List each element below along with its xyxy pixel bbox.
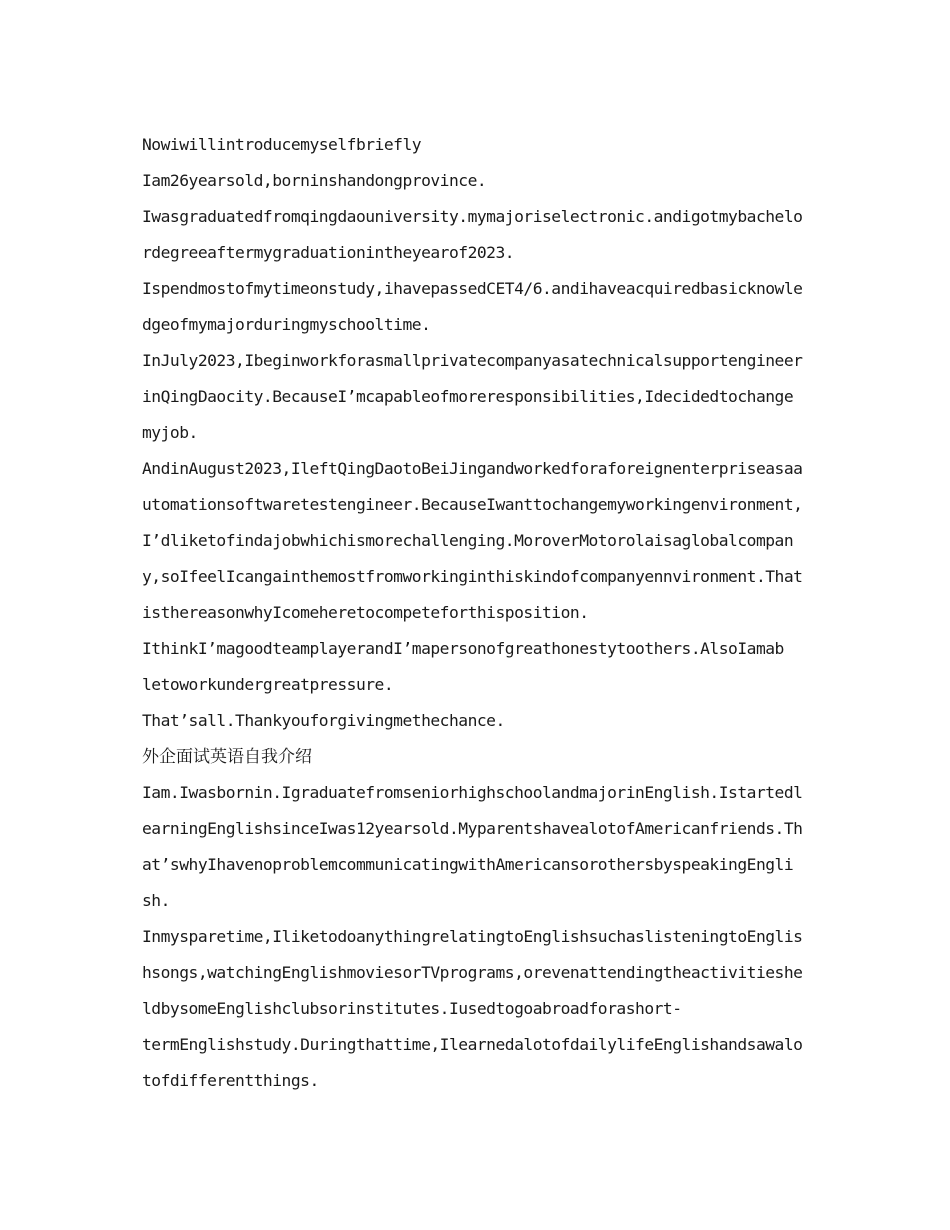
document-body bbox=[142, 127, 808, 1099]
text-line: AndinAugust2023,IleftQingDaotoBeiJingandworkedforaforeignenterpriseasaa bbox=[142, 459, 803, 478]
text-line: IthinkI’magoodteamplayerandI’mapersonofgreathonestytoothers.AlsoIamab bbox=[142, 639, 784, 658]
text-line: dgeofmymajorduringmyschooltime. bbox=[142, 315, 431, 334]
text-line: sh. bbox=[142, 891, 170, 910]
text-line: utomationsoftwaretestengineer.BecauseIwanttochangemyworkingenvironment, bbox=[142, 495, 803, 514]
text-line: hsongs,watchingEnglishmoviesorTVprograms,orevenattendingtheactivitieshe bbox=[142, 963, 803, 982]
text-line: ldbysomeEnglishclubsorinstitutes.Iusedtogoabroadforashort- bbox=[142, 999, 682, 1018]
text-line: termEnglishstudy.Duringthattime,IlearnedalotofdailylifeEnglishandsawalo bbox=[142, 1035, 803, 1054]
text-line: Nowiwillintroducemyselfbriefly bbox=[142, 135, 422, 154]
text-line: tofdifferentthings. bbox=[142, 1071, 319, 1090]
text-line: myjob. bbox=[142, 423, 198, 442]
text-line: Ispendmostofmytimeonstudy,ihavepassedCET4/6.andihaveacquiredbasicknowle bbox=[142, 279, 803, 298]
text-line: That’sall.Thankyouforgivingmethechance. bbox=[142, 711, 505, 730]
text-line: Iam.Iwasbornin.IgraduatefromseniorhighschoolandmajorinEnglish.Istartedl bbox=[142, 783, 803, 802]
section-heading: 外企面试英语自我介绍 bbox=[142, 747, 312, 767]
text-line: InJuly2023,Ibeginworkforasmallprivatecompanyasatechnicalsupportengineer bbox=[142, 351, 803, 370]
text-line: I’dliketofindajobwhichismorechallenging.MoroverMotorolaisaglobalcompan bbox=[142, 531, 794, 550]
text-line: letoworkundergreatpressure. bbox=[142, 675, 394, 694]
text-line: isthereasonwhyIcomeheretocompeteforthisposition. bbox=[142, 603, 589, 622]
text-line: rdegreeaftermygraduationintheyearof2023. bbox=[142, 243, 515, 262]
text-line: Inmysparetime,IliketodoanythingrelatingtoEnglishsuchaslisteningtoEnglis bbox=[142, 927, 803, 946]
text-line: y,soIfeelIcangainthemostfromworkinginthiskindofcompanyennvironment.That bbox=[142, 567, 803, 586]
text-line: earningEnglishsinceIwas12yearsold.MyparentshavealotofAmericanfriends.Th bbox=[142, 819, 803, 838]
text-line: Iwasgraduatedfromqingdaouniversity.mymajoriselectronic.andigotmybachelo bbox=[142, 207, 803, 226]
text-line: Iam26yearsold,borninshandongprovince. bbox=[142, 171, 487, 190]
text-line: inQingDaocity.BecauseI’mcapableofmoreresponsibilities,Idecidedtochange bbox=[142, 387, 794, 406]
text-line: at’swhyIhavenoproblemcommunicatingwithAmericansorothersbyspeakingEngli bbox=[142, 855, 794, 874]
